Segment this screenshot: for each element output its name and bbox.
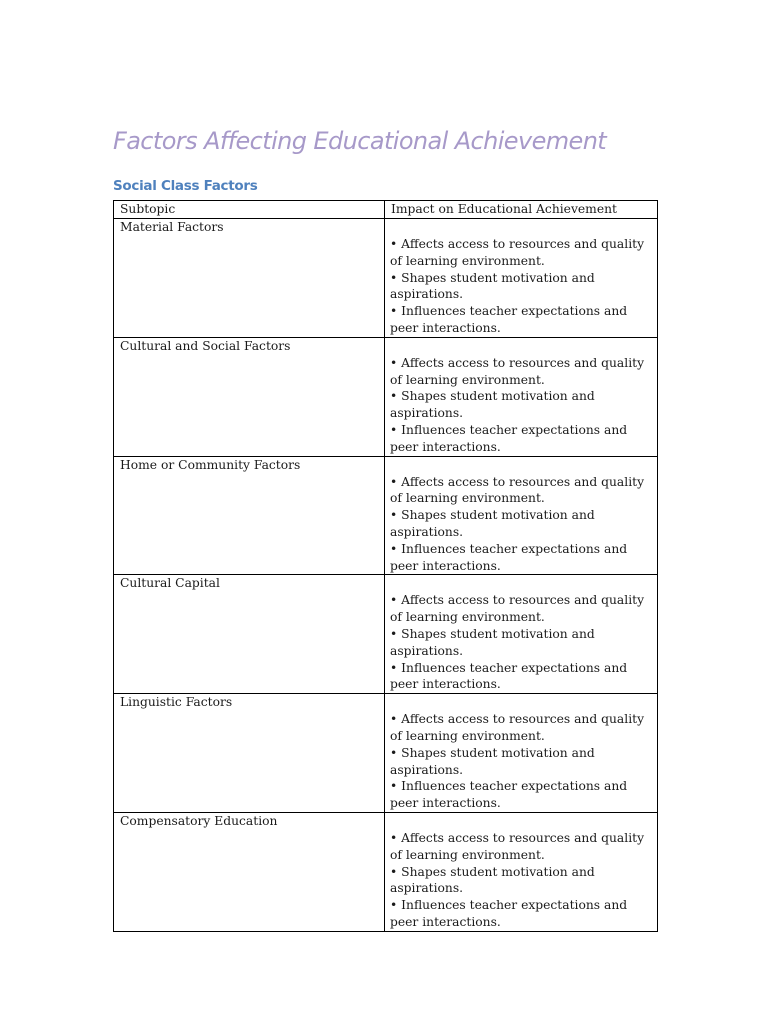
subtopic-cell: Home or Community Factors (114, 456, 385, 575)
column-header-impact: Impact on Educational Achievement (385, 201, 658, 219)
impact-cell (385, 694, 658, 813)
impact-cell (385, 219, 658, 338)
table-row (114, 694, 658, 813)
impact-bullet: • Affects access to resources and quality of learning environment. (390, 712, 645, 743)
subtopic-cell: Cultural Capital (114, 575, 385, 694)
impact-bullet: • Influences teacher expectations and peer interactions. (390, 422, 628, 454)
factors-table (113, 200, 658, 932)
table-row (114, 337, 658, 456)
impact-bullet: • Influences teacher expectations and peer interactions. (390, 898, 628, 929)
table-row (114, 812, 658, 931)
impact-cell (385, 337, 658, 456)
impact-bullet: • Shapes student motivation and aspirations. (390, 626, 595, 658)
impact-bullet: • Shapes student motivation and aspirations. (390, 270, 595, 302)
impact-cell (385, 456, 658, 575)
impact-bullet: • Influences teacher expectations and peer interactions. (390, 304, 628, 335)
document-title: Factors Affecting Educational Achievement (113, 127, 607, 155)
table-row (114, 219, 658, 338)
table-header-row (114, 201, 658, 219)
subtopic-cell: Material Factors (114, 219, 385, 338)
impact-bullet: • Shapes student motivation and aspirations. (390, 389, 595, 421)
impact-bullet: • Influences teacher expectations and peer interactions. (390, 541, 628, 573)
table-row (114, 575, 658, 694)
column-header-subtopic: Subtopic (114, 201, 385, 219)
table-row (114, 456, 658, 575)
impact-bullet: • Affects access to resources and quality of learning environment. (390, 830, 645, 862)
impact-bullet: • Affects access to resources and quality of learning environment. (390, 355, 645, 387)
subtopic-cell: Compensatory Education (114, 812, 385, 931)
impact-bullet: • Shapes student motivation and aspirations. (390, 508, 595, 539)
subtopic-cell: Cultural and Social Factors (114, 337, 385, 456)
impact-bullet: • Shapes student motivation and aspirations. (390, 864, 595, 896)
section-heading: Social Class Factors (113, 178, 258, 194)
impact-bullet: • Affects access to resources and quality of learning environment. (390, 593, 645, 625)
impact-bullet: • Shapes student motivation and aspirations. (390, 745, 595, 777)
impact-cell (385, 812, 658, 931)
subtopic-cell: Linguistic Factors (114, 694, 385, 813)
impact-cell (385, 575, 658, 694)
impact-bullet: • Influences teacher expectations and peer interactions. (390, 660, 628, 692)
impact-bullet: • Affects access to resources and quality of learning environment. (390, 474, 645, 506)
impact-bullet: • Influences teacher expectations and peer interactions. (390, 779, 628, 811)
impact-bullet: • Affects access to resources and quality of learning environment. (390, 237, 645, 268)
